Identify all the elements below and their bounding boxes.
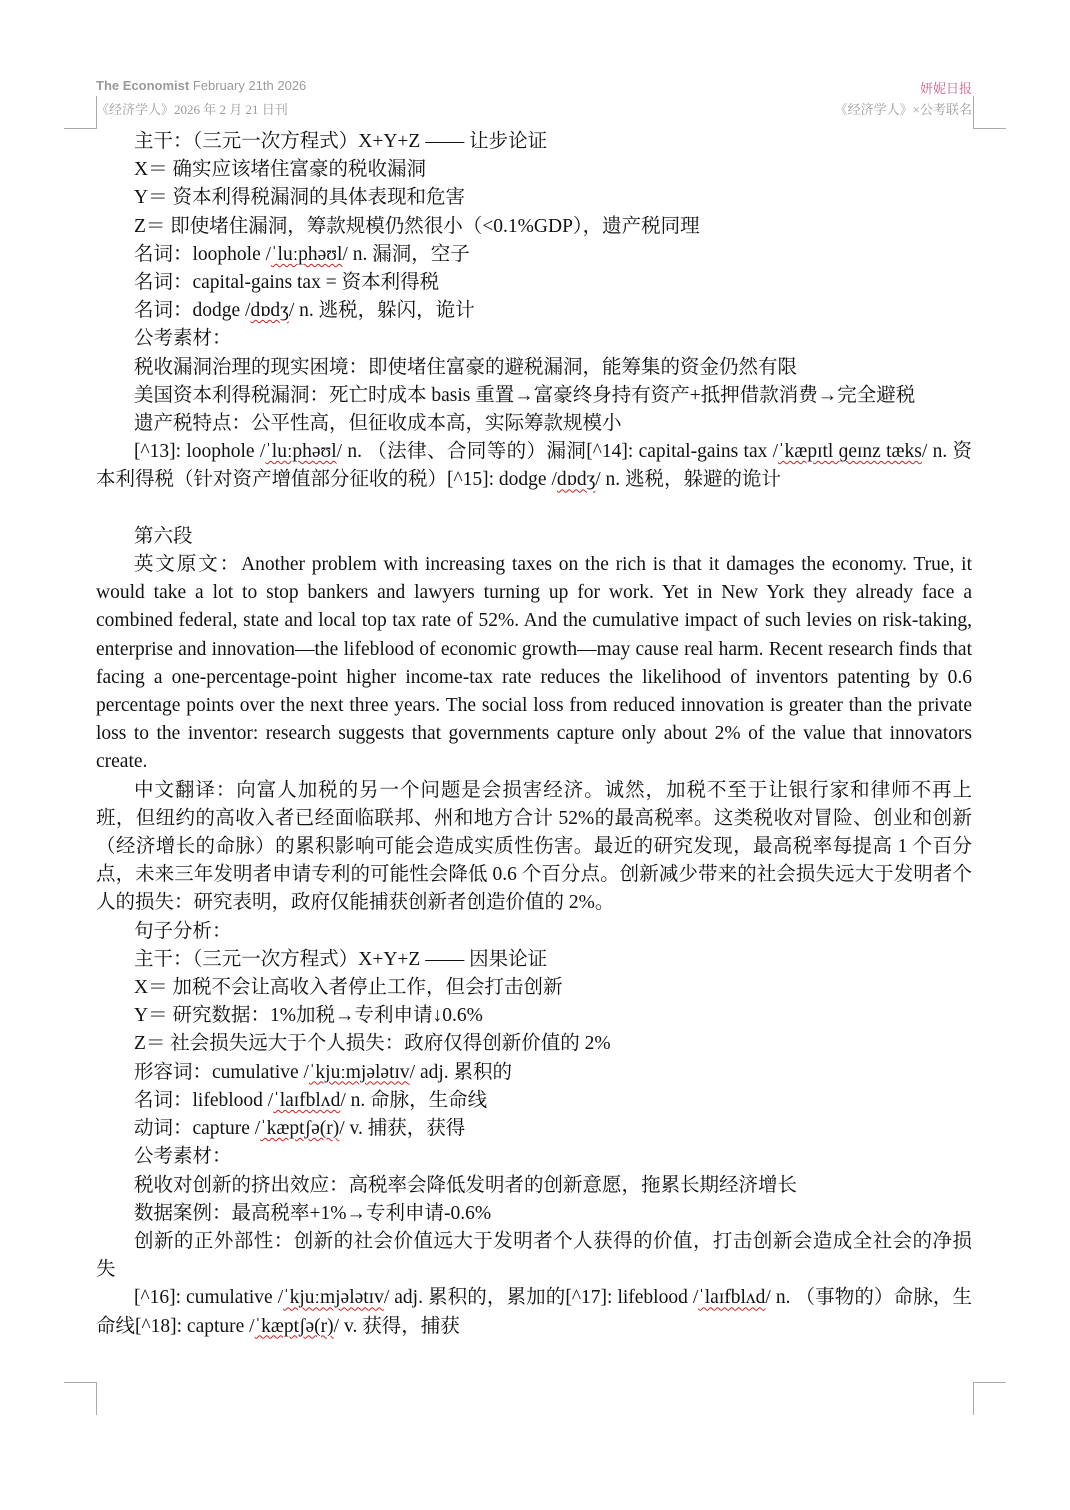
- s6-gk1: 税收对创新的挤出效应：高税率会降低发明者的创新意愿，拖累长期经济增长: [134, 1174, 798, 1196]
- crop-mark-bottom-right: [973, 1382, 1006, 1415]
- crop-mark-top-left: [64, 96, 97, 129]
- s5-gk-title: 公考素材：: [134, 328, 232, 350]
- s5-gk3: 遗产税特点：公平性高，但征收成本高，实际筹款规模小: [134, 413, 622, 435]
- s6-vocab-cumulative: 形容词：cumulative /ˈkjuːmjələtɪv/ adj. 累积的: [134, 1061, 513, 1083]
- s6-vocab-lifeblood: 名词：lifeblood /ˈlaɪfblʌd/ n. 命脉，生命线: [134, 1089, 488, 1111]
- s6-gk3: 创新的正外部性：创新的社会价值远大于发明者个人获得的价值，打击创新会造成全社会的净损失: [96, 1230, 972, 1281]
- s5-vocab-capital-gains: 名词：capital-gains tax = 资本利得税: [134, 272, 440, 294]
- document-body: [96, 128, 972, 1341]
- crop-mark-bottom-left: [64, 1382, 97, 1415]
- s6-z: Z＝ 社会损失远大于个人损失：政府仅得创新价值的 2%: [134, 1033, 611, 1055]
- s6-title: 第六段: [134, 525, 193, 547]
- s5-vocab-dodge: 名词：dodge /dɒdʒ/ n. 逃税，躲闪，诡计: [134, 300, 475, 322]
- s5-gk2: 美国资本利得税漏洞：死亡时成本 basis 重置→富豪终身持有资产+抵押借款消费→完全避税: [134, 384, 916, 406]
- crop-mark-top-right: [973, 96, 1006, 129]
- s5-x: X＝ 确实应该堵住富豪的税收漏洞: [134, 159, 426, 181]
- header-date: February 21th 2026: [192, 78, 307, 93]
- header-left-line1: [96, 78, 306, 93]
- s5-footnotes: [^13]: loophole /ˈluːphəʊl/ n. （法律、合同等的）漏洞[^14]: capital-gains tax /ˈkæpɪtl ɡeɪnz tæks/ n. 资本利得税（针对资产增值部分征收的税）[^15]: dodge /dɒdʒ/ n. 逃税，躲避的诡计: [96, 441, 973, 491]
- s6-gk2: 数据案例：最高税率+1%→专利申请-0.6%: [134, 1202, 492, 1224]
- s6-zhugan: 主干：（三元一次方程式）X+Y+Z —— 因果论证: [134, 948, 548, 970]
- s5-z: Z＝ 即使堵住漏洞，筹款规模仍然很小（<0.1%GDP），遗产税同理: [134, 215, 700, 237]
- s6-analysis-title: 句子分析：: [134, 920, 232, 942]
- s6-y: Y＝ 研究数据：1%加税→专利申请↓0.6%: [134, 1005, 483, 1027]
- paragraph-gap: [96, 495, 972, 523]
- header-brand: The Economist: [96, 78, 190, 93]
- header-left-line2: 《经济学人》2026 年 2 月 21 日刊: [96, 102, 288, 117]
- s5-vocab-loophole: 名词：loophole /ˈluːphəʊl/ n. 漏洞，空子: [134, 243, 470, 265]
- header-right-subtitle: 《经济学人》×公考联名: [834, 102, 972, 117]
- s5-gk1: 税收漏洞治理的现实困境：即使堵住富豪的避税漏洞，能筹集的资金仍然有限: [134, 356, 798, 378]
- s5-y: Y＝ 资本利得税漏洞的具体表现和危害: [134, 187, 465, 209]
- s6-footnotes: [^16]: cumulative /ˈkjuːmjələtɪv/ adj. 累积的，累加的[^17]: lifeblood /ˈlaɪfblʌd/ n. （事物的）命脉，生命线[^18]: capture /ˈkæptʃə(r)/ v. 获得，捕获: [96, 1287, 972, 1337]
- s5-zhugan: 主干：（三元一次方程式）X+Y+Z —— 让步论证: [134, 131, 548, 152]
- s6-vocab-capture: 动词：capture /ˈkæptʃə(r)/ v. 捕获，获得: [134, 1118, 466, 1140]
- header-right-title: 妍妮日报: [919, 81, 972, 96]
- s6-english: 英文原文：Another problem with increasing taxes on the rich is that it damages the economy. True, it would take a lot to stop bankers and lawyers turning up for work. Yet in New York they already face a combined federal, state and local top tax rate of 52%. And the cumulative impact of such levies on risk-taking, enterprise and innovation—the lifeblood of economic growth—may cause real harm. Recent research finds that facing a one-percentage-point higher income-tax rate reduces the likelihood of inventors patenting by 0.6 percentage points over the next three years. The social loss from reduced innovation is greater than the private loss to the inventor: research suggests that governments capture only about 2% of the value that innovators create.: [96, 554, 972, 773]
- s6-gk-title: 公考素材：: [134, 1146, 232, 1168]
- s6-chinese: 中文翻译：向富人加税的另一个问题是会损害经济。诚然，加税不至于让银行家和律师不再上班，但纽约的高收入者已经面临联邦、州和地方合计 52%的最高税率。这类税收对冒险、创业和创新（经济增长的命脉）的累积影响可能会造成实质性伤害。最近的研究发现，最高税率每提高 1 个百分点，未来三年发明者申请专利的可能性会降低 0.6 个百分点。创新减少带来的社会损失远大于发明者个人的损失：研究表明，政府仅能捕获创新者创造价值的 2%。: [96, 779, 972, 914]
- s6-x: X＝ 加税不会让高收入者停止工作，但会打击创新: [134, 977, 563, 999]
